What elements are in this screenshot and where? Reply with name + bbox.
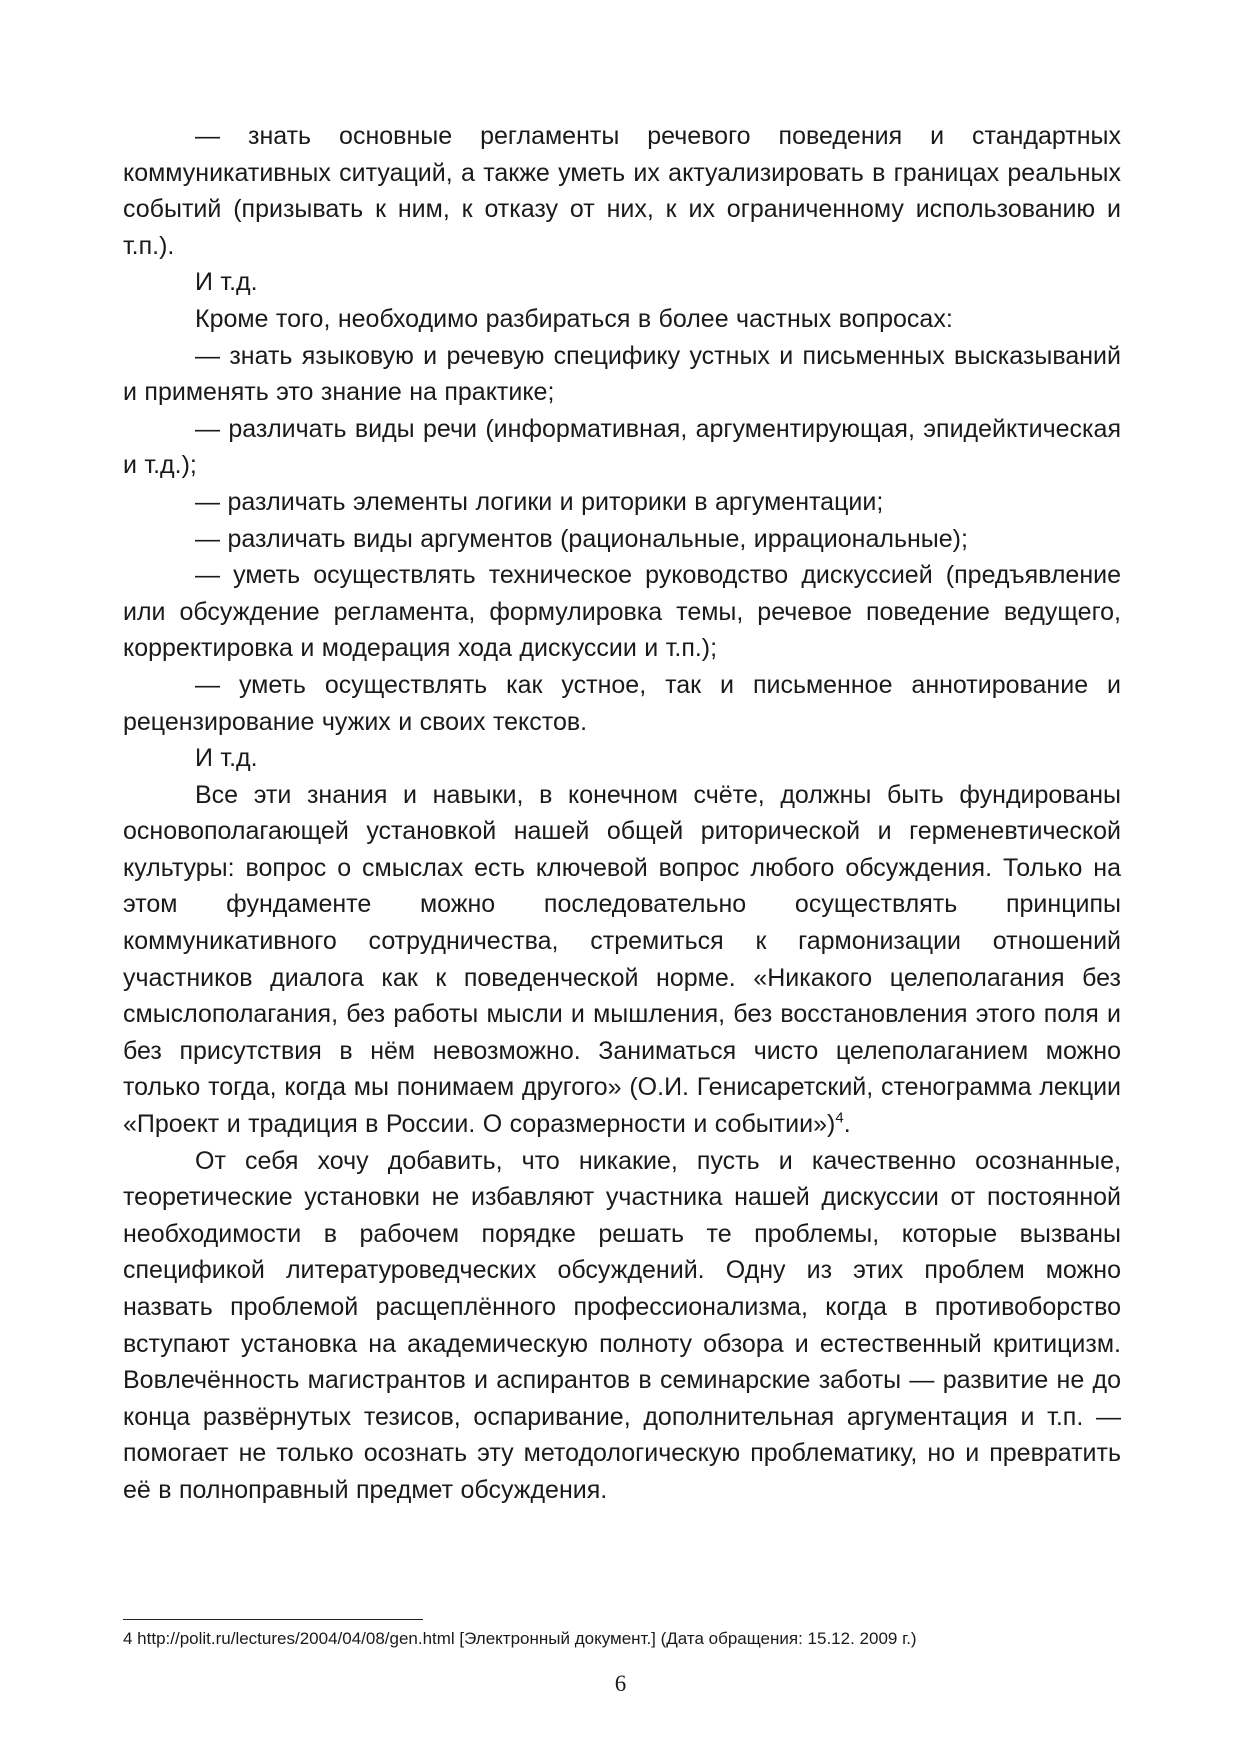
paragraph: — различать элементы логики и риторики в аргументации;: [195, 487, 884, 516]
paragraph: — различать виды речи (информативная, аргументирующая, эпидейктическая и т.д.);: [123, 414, 1121, 480]
paragraph: — знать языковую и речевую специфику устных и письменных высказываний и применять это знание на практике;: [123, 341, 1121, 407]
footnote-reference[interactable]: 4: [835, 1109, 844, 1127]
paragraph-text: Все эти знания и навыки, в конечном счёте, должны быть фундированы основополагающей установкой нашей общей риторической и герменевтической культуры: вопрос о смыслах есть ключевой вопрос любого обсуждения. Только на этом фундаменте можно последовательно осуществлять принципы коммуникативного сотрудничества, стремиться к гармонизации отношений участников диалога как к поведенческой норме. «Никакого целеполагания без смыслополагания, без работы мысли и мышления, без восстановления этого поля и без присутствия в нём невозможно. Заниматься чисто целеполаганием можно только тогда, когда мы понимаем другого» (О.И. Генисаретский, стенограмма лекции «Проект и традиция в России. О соразмерности и событии»): [123, 780, 1121, 1139]
paragraph-with-footnote: [123, 777, 1121, 1143]
paragraph: И т.д.: [195, 268, 258, 297]
footnote-divider: [123, 1619, 423, 1620]
footnote: 4 http://polit.ru/lectures/2004/04/08/gen.html [Электронный документ.] (Дата обращения: 15.12. 2009 г.): [123, 1629, 917, 1648]
paragraph-end-punctuation: .: [843, 1110, 851, 1139]
paragraph: — уметь осуществлять как устное, так и письменное аннотирование и рецензирование чужих и своих текстов.: [123, 670, 1121, 736]
body-text: [123, 118, 1121, 1509]
page-number: 6: [614, 1671, 627, 1696]
paragraph: И т.д.: [195, 744, 258, 773]
paragraph: От себя хочу добавить, что никакие, пусть и качественно осознанные, теоретические установки не избавляют участника нашей дискуссии от постоянной необходимости в рабочем порядке решать те проблемы, которые вызваны спецификой литературоведческих обсуждений. Одну из этих проблем можно назвать проблемой расщеплённого профессионализма, когда в противоборство вступают установка на академическую полноту обзора и естественный критицизм. Вовлечённость магистрантов и аспирантов в семинарские заботы — развитие не до конца развёрнутых тезисов, оспаривание, дополнительная аргументация и т.п. — помогает не только осознать эту методологическую проблематику, но и превратить её в полноправный предмет обсуждения.: [123, 1146, 1121, 1504]
paragraph: — уметь осуществлять техническое руководство дискуссией (предъявление или обсуждение регламента, формулировка темы, речевое поведение ведущего, корректировка и модерация хода дискуссии и т.п.);: [123, 561, 1121, 663]
paragraph: — различать виды аргументов (рациональные, иррациональные);: [195, 524, 968, 553]
paragraph: Кроме того, необходимо разбираться в более частных вопросах:: [195, 304, 953, 333]
paragraph: — знать основные регламенты речевого поведения и стандартных коммуникативных ситуаций, а также уметь их актуализировать в границах реальных событий (призывать к ним, к отказу от них, к их ограниченному использованию и т.п.).: [123, 122, 1121, 260]
